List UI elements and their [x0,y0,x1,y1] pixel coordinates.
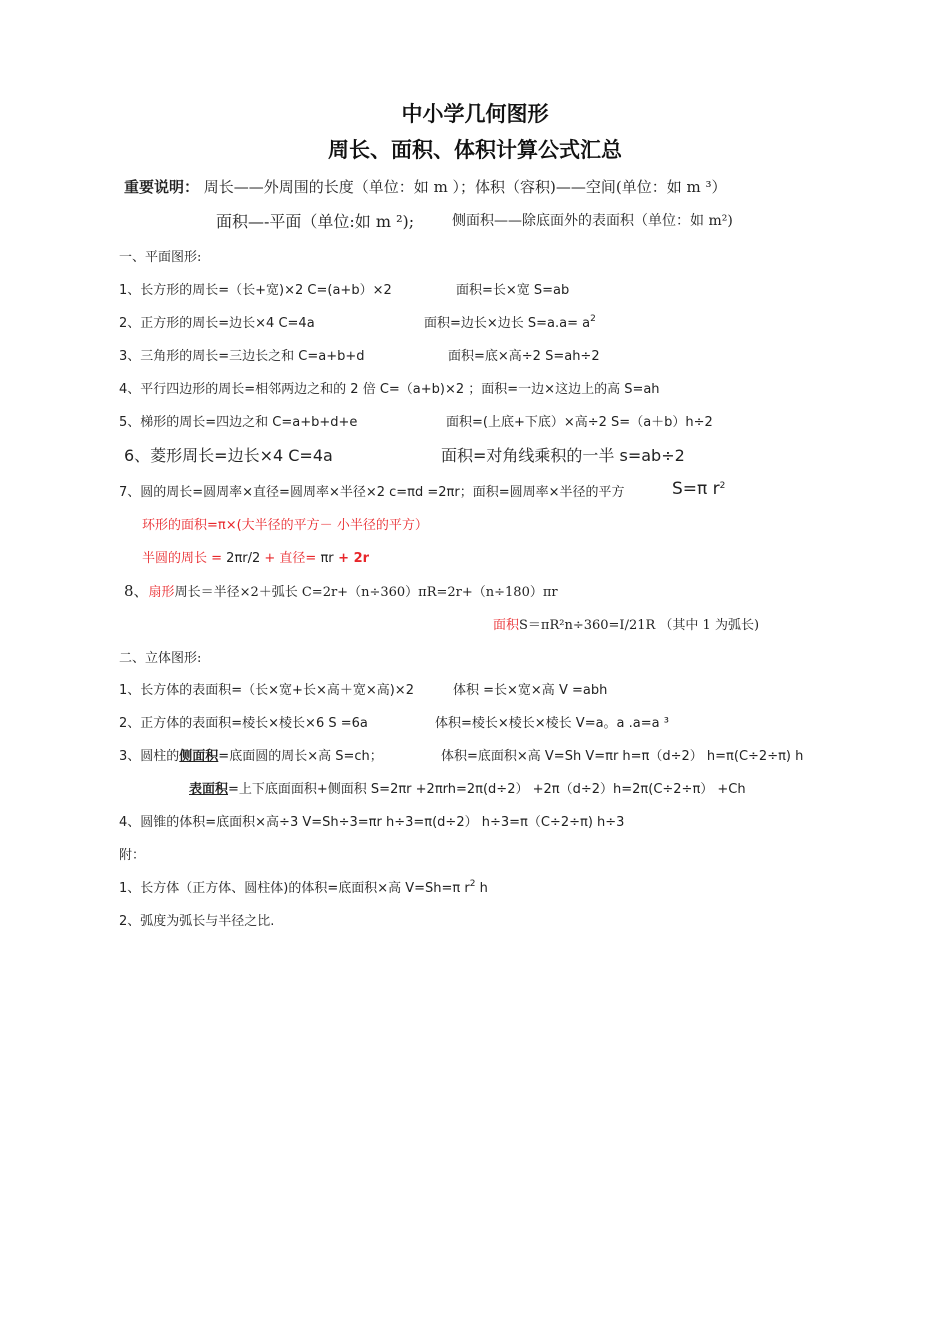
sector-area-label: 面积 [493,618,520,633]
sector-area-text: S＝πR²n÷360=I/21R （其中 1 为弧长) [519,618,760,633]
appendix-heading: 附： [119,848,146,863]
formula-cuboid-volume: 体积 =长×宽×高 V =abh [453,683,608,698]
superscript: 2 [590,314,596,324]
sector-perimeter-text: 周长＝半径×2＋弧长 C=2r+（n÷360）πR=2r+（n÷180）πr [174,585,558,600]
semicircle-plus-diameter: + 直径= [260,551,321,566]
formula-rect-area: 面积=长×宽 S=ab [456,283,570,298]
formula-cylinder-surface [189,778,746,797]
cylinder-side-text: =底面圆的周长×高 S=ch； [218,749,383,764]
formula-circle-area [672,479,725,499]
semicircle-term1: 2πr/2 [226,551,261,566]
formula-cone-volume: 4、圆锥的体积=底面积×高÷3 V=Sh÷3=πr h÷3=π(d÷2） h÷3=π（C÷2÷π) h÷3 [119,815,625,830]
formula-cylinder-side [119,745,383,764]
sector-number: 8、 [124,582,149,600]
formula-semicircle [142,547,369,566]
appendix-item-2: 2、弧度为弧长与半径之比. [119,914,275,929]
important-note-line1 [124,176,727,197]
cylinder-surface-label: 表面积 [189,782,229,797]
superscript: 2 [719,481,726,491]
semicircle-label: 半圆的周长 = [142,551,227,566]
formula-rhombus-perimeter: 6、菱形周长=边长×4 C=4a [124,446,333,465]
semicircle-term3: + 2r [333,551,370,566]
page-subtitle: 周长、面积、体积计算公式汇总 [328,138,622,162]
formula-trapezoid-perimeter: 5、梯形的周长=四边之和 C=a+b+d+e [119,415,358,430]
formula-triangle-area: 面积=底×高÷2 S=ah÷2 [448,349,600,364]
page-title: 中小学几何图形 [401,102,549,126]
formula-square-perimeter: 2、正方形的周长=边长×4 C=4a [119,316,315,331]
formula-cube-surface: 2、正方体的表面积=棱长×棱长×6 S =6a [119,716,368,731]
important-note-area: 面积—-平面（单位:如 m ²); [216,212,415,231]
formula-cuboid-surface: 1、长方体的表面积=（长×宽+长×高＋宽×高)×2 [119,683,414,698]
cylinder-side-label: 侧面积 [179,749,219,764]
important-note-lateral-text: 侧面积——除底面外的表面积（单位：如 m²) [452,213,733,229]
formula-cube-volume: 体积=棱长×棱长×棱长 V=a。a .a=a ³ [435,716,669,731]
important-note-lateral [452,210,733,230]
appendix-item-1-text: 1、长方体（正方体、圆柱体)的体积=底面积×高 V=Sh=π r [119,881,470,896]
formula-trapezoid-area: 面积=(上底+下底）×高÷2 S=（a＋b）h÷2 [446,415,713,430]
important-note-text1: 周长——外周围的长度（单位：如 m ）；体积（容积)——空间(单位：如 m ³） [203,178,727,196]
important-note-line2 [216,209,414,232]
formula-triangle-perimeter: 3、三角形的周长=三边长之和 C=a+b+d [119,349,365,364]
formula-ring-area: 环形的面积=π×(大半径的平方－ 小半径的平方） [142,518,428,533]
important-note-label: 重要说明： [124,178,200,196]
formula-rect-perimeter: 1、长方形的周长=（长+宽)×2 C=(a+b）×2 [119,283,392,298]
formula-rhombus-area: 面积=对角线乘积的一半 s=ab÷2 [441,446,685,465]
semicircle-term2: πr [320,551,334,566]
sector-label: 扇形 [148,585,175,600]
formula-sector-area [493,614,759,633]
cylinder-prefix: 3、圆柱的 [119,749,180,764]
appendix-item-1-end: h [475,881,488,896]
formula-circle-area-text: S=π r [672,479,720,499]
cylinder-surface-text: =上下底面面积+侧面积 S=2πr +2πrh=2π(d÷2） +2π（d÷2）h=2π(C÷2÷π） +Ch [228,782,746,797]
appendix-item-1 [119,877,488,896]
formula-square-area [424,312,596,331]
formula-square-area-text: 面积=边长×边长 S=a.a= a [424,316,591,331]
section-heading-plane: 一、平面图形: [119,250,202,265]
section-heading-solid: 二、立体图形: [119,651,202,666]
formula-cylinder-volume: 体积=底面积×高 V=Sh V=πr h=π（d÷2） h=π(C÷2÷π) h [441,749,804,764]
formula-sector-perimeter [124,580,558,601]
superscript: 2 [469,879,476,889]
formula-parallelogram: 4、平行四边形的周长=相邻两边之和的 2 倍 C=（a+b)×2 ；面积=一边×这边上的高 S=ah [119,382,660,397]
formula-circle: 7、圆的周长=圆周率×直径=圆周率×半径×2 c=πd =2πr；面积=圆周率×半径的平方 [119,485,625,500]
